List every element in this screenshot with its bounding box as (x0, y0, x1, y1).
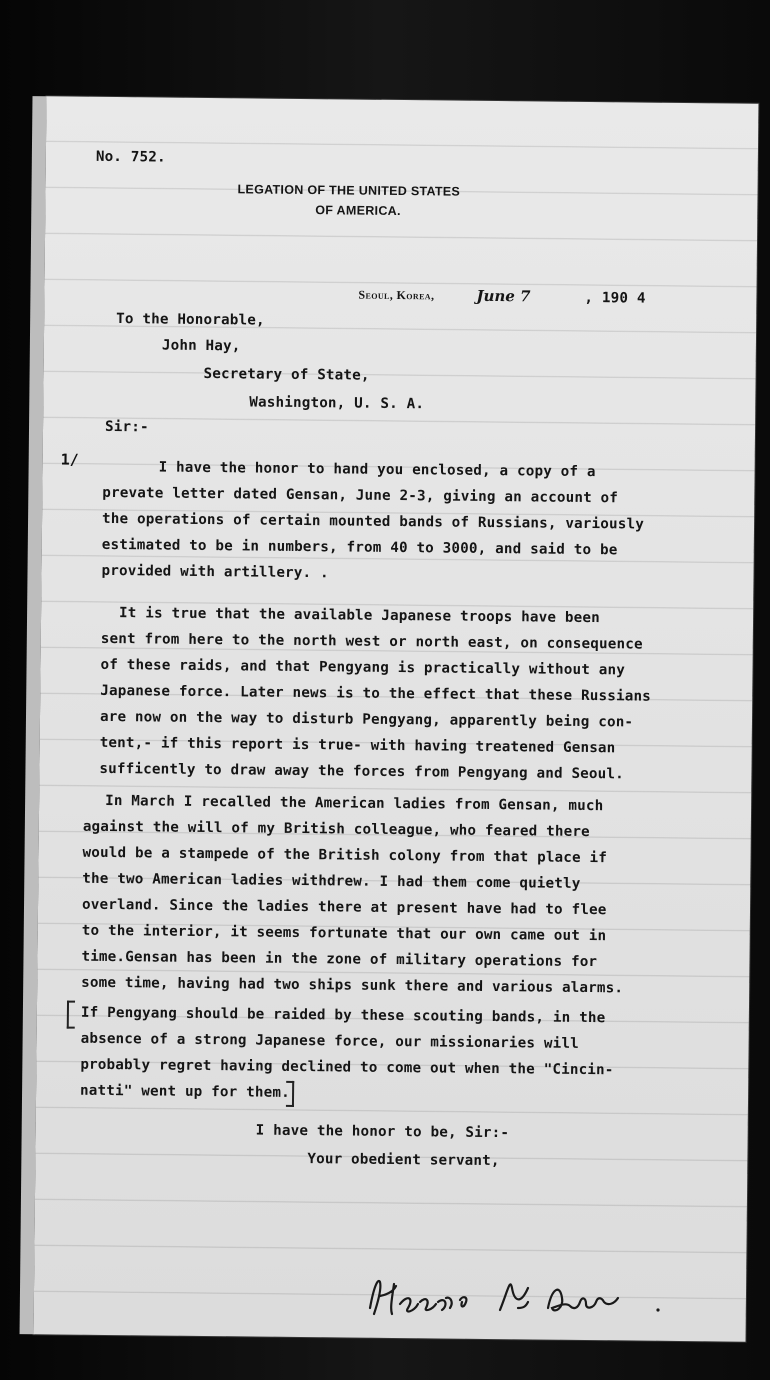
enclosure-mark: 1/ (60, 450, 79, 469)
address-line: To the Honorable, (116, 311, 265, 329)
address-line: Secretary of State, (203, 365, 370, 384)
body-line: time.Gensan has been in the zone of military operations for (81, 948, 598, 971)
signature (360, 1268, 680, 1332)
body-line: absence of a strong Japanese force, our missionaries will (80, 1030, 579, 1052)
marginal-bracket-open (67, 1001, 75, 1029)
letter-page (34, 96, 759, 1341)
body-line: If Pengyang should be raided by these scouting bands, in the (80, 1004, 606, 1027)
body-line: of these raids, and that Pengyang is practically without any (100, 656, 626, 679)
letterhead-line-2: OF AMERICA. (315, 203, 401, 219)
body-line: prevate letter dated Gensan, June 2-3, giving an account of (102, 484, 619, 507)
letterhead-line-1: LEGATION OF THE UNITED STATES (237, 182, 461, 199)
marginal-bracket-close (286, 1081, 294, 1107)
letter-place: Seoul, Korea, (358, 287, 435, 303)
address-line: John Hay, (161, 337, 241, 355)
address-line: Washington, U. S. A. (249, 394, 425, 413)
body-line: In March I recalled the American ladies from Gensan, much (105, 792, 604, 815)
dispatch-number: No. 752. (95, 148, 166, 166)
body-line: are now on the way to disturb Pengyang, apparently being con- (99, 708, 634, 731)
body-line: against the will of my British colleague, who feared there (82, 818, 590, 841)
body-line: the two American ladies withdrew. I had them come quietly (82, 870, 581, 892)
body-line: probably regret having declined to come out when the "Cincin- (80, 1056, 614, 1079)
body-line: to the interior, it seems fortunate that our own came out in (81, 922, 607, 945)
closing-line: I have the honor to be, Sir:- (255, 1122, 510, 1142)
body-line: overland. Since the ladies there at present have had to flee (81, 896, 607, 919)
body-line: the operations of certain mounted bands of Russians, variously (101, 510, 645, 533)
body-line: I have the honor to hand you enclosed, a copy of a (158, 459, 596, 481)
body-line: estimated to be in numbers, from 40 to 3000, and said to be (101, 536, 618, 559)
body-line: natti" went up for them. (80, 1082, 290, 1101)
body-line: sufficently to draw away the forces from Pengyang and Seoul. (99, 760, 625, 783)
letter-year: , 190 4 (584, 289, 646, 307)
body-line: sent from here to the north west or north east, on consequence (100, 630, 643, 653)
body-line: tent,- if this report is true- with having treatened Gensan (99, 734, 616, 757)
body-line: provided with artillery. . (101, 562, 329, 582)
body-line: Japanese force. Later news is to the effect that these Russians (100, 682, 652, 705)
body-line: some time, having had two ships sunk there and various alarms. (81, 974, 624, 997)
salutation: Sir:- (104, 418, 149, 436)
body-line: It is true that the available Japanese troops have been (119, 605, 600, 627)
handwritten-signature (360, 1268, 680, 1328)
closing-line: Your obedient servant, (307, 1151, 500, 1170)
body-line: would be a stampede of the British colony from that place if (82, 844, 608, 867)
letter-date: June 7 (476, 286, 531, 306)
